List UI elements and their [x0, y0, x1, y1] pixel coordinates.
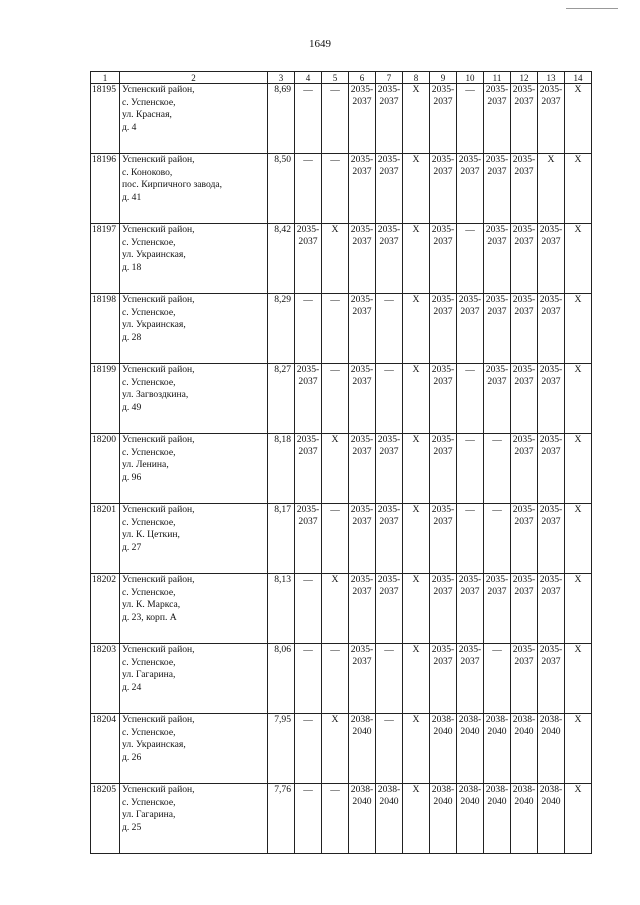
schedule-cell: — — [322, 644, 349, 714]
schedule-cell: 2038- 2040 — [430, 784, 457, 854]
address-line: Успенский район, — [122, 644, 195, 655]
row-number: 18199 — [91, 364, 120, 434]
schedule-cell: — — [295, 644, 322, 714]
schedule-cell: 2038- 2040 — [484, 784, 511, 854]
schedule-cell: 2035- 2037 — [511, 224, 538, 294]
schedule-cell: 2035- 2037 — [376, 434, 403, 504]
schedule-cell: 2035- 2037 — [538, 574, 565, 644]
schedule-cell: X — [565, 84, 592, 154]
schedule-cell: X — [403, 224, 430, 294]
schedule-cell: X — [403, 574, 430, 644]
address-line: д. 26 — [122, 751, 142, 763]
value-cell: 8,17 — [268, 504, 295, 574]
schedule-cell: 2035- 2037 — [349, 434, 376, 504]
column-header: 3 — [268, 72, 295, 84]
table-row — [91, 154, 592, 224]
schedule-cell: X — [565, 224, 592, 294]
schedule-cell: X — [565, 784, 592, 854]
address-line: с. Успенское, — [122, 376, 176, 388]
address-line: с. Успенское, — [122, 236, 176, 248]
row-number: 18200 — [91, 434, 120, 504]
address-line: д. 4 — [122, 121, 137, 133]
value-cell: 8,69 — [268, 84, 295, 154]
schedule-cell: X — [403, 294, 430, 364]
address-cell — [120, 84, 268, 154]
schedule-cell: X — [403, 714, 430, 784]
address-cell — [120, 784, 268, 854]
schedule-cell: — — [295, 784, 322, 854]
value-cell: 8,06 — [268, 644, 295, 714]
row-number: 18202 — [91, 574, 120, 644]
schedule-cell: — — [376, 644, 403, 714]
address-line: с. Успенское, — [122, 306, 176, 318]
address-line: Успенский район, — [122, 434, 195, 445]
schedule-cell: 2035- 2037 — [295, 224, 322, 294]
address-line: ул. К. Маркса, — [122, 599, 181, 610]
address-cell — [120, 224, 268, 294]
schedule-cell: 2035- 2037 — [349, 364, 376, 434]
address-line: с. Успенское, — [122, 726, 176, 738]
schedule-cell: X — [322, 714, 349, 784]
address-line: Успенский район, — [122, 784, 195, 795]
table-row — [91, 644, 592, 714]
schedule-cell: 2035- 2037 — [511, 154, 538, 224]
address-line: Успенский район, — [122, 364, 195, 375]
address-cell — [120, 364, 268, 434]
row-number: 18205 — [91, 784, 120, 854]
address-line: д. 41 — [122, 191, 142, 203]
schedule-cell: 2035- 2037 — [457, 574, 484, 644]
table-row — [91, 434, 592, 504]
schedule-cell: 2035- 2037 — [349, 504, 376, 574]
schedule-cell: 2035- 2037 — [484, 574, 511, 644]
row-number: 18204 — [91, 714, 120, 784]
schedule-cell: 2038- 2040 — [457, 784, 484, 854]
address-line: Успенский район, — [122, 504, 195, 515]
address-line: ул. Украинская, — [122, 739, 186, 750]
address-line: с. Успенское, — [122, 796, 176, 808]
address-line: Успенский район, — [122, 224, 195, 235]
column-header: 11 — [484, 72, 511, 84]
address-line: Успенский район, — [122, 154, 195, 165]
address-line: д. 27 — [122, 541, 142, 553]
schedule-cell: 2035- 2037 — [430, 154, 457, 224]
value-cell: 8,29 — [268, 294, 295, 364]
schedule-cell: X — [403, 434, 430, 504]
schedule-cell: 2035- 2037 — [511, 294, 538, 364]
schedule-cell: 2038- 2040 — [376, 784, 403, 854]
schedule-cell: — — [457, 434, 484, 504]
address-cell — [120, 154, 268, 224]
schedule-cell: 2038- 2040 — [538, 784, 565, 854]
schedule-cell: — — [295, 574, 322, 644]
schedule-cell: — — [376, 714, 403, 784]
row-number: 18196 — [91, 154, 120, 224]
address-line: с. Успенское, — [122, 96, 176, 108]
address-line: ул. К. Цеткин, — [122, 529, 180, 540]
schedule-cell: X — [403, 154, 430, 224]
schedule-cell: X — [538, 154, 565, 224]
schedule-cell: X — [322, 434, 349, 504]
schedule-cell: 2038- 2040 — [349, 784, 376, 854]
schedule-cell: 2038- 2040 — [430, 714, 457, 784]
row-number: 18198 — [91, 294, 120, 364]
address-line: с. Успенское, — [122, 446, 176, 458]
column-header: 13 — [538, 72, 565, 84]
schedule-cell: 2035- 2037 — [538, 294, 565, 364]
schedule-cell: 2035- 2037 — [538, 434, 565, 504]
schedule-cell: 2035- 2037 — [349, 294, 376, 364]
table-row — [91, 224, 592, 294]
schedule-cell: 2038- 2040 — [511, 784, 538, 854]
value-cell: 8,42 — [268, 224, 295, 294]
column-header: 12 — [511, 72, 538, 84]
value-cell: 7,76 — [268, 784, 295, 854]
schedule-cell: 2035- 2037 — [484, 84, 511, 154]
schedule-cell: 2035- 2037 — [430, 84, 457, 154]
column-header: 1 — [91, 72, 120, 84]
row-number: 18195 — [91, 84, 120, 154]
table-row — [91, 294, 592, 364]
address-line: ул. Загвоздкина, — [122, 389, 189, 400]
address-line: ул. Ленина, — [122, 459, 169, 470]
address-line: ул. Украинская, — [122, 249, 186, 260]
column-header: 10 — [457, 72, 484, 84]
address-line: ул. Красная, — [122, 109, 172, 120]
schedule-cell: 2035- 2037 — [349, 224, 376, 294]
address-line: д. 18 — [122, 261, 142, 273]
schedule-cell: 2035- 2037 — [430, 294, 457, 364]
schedule-cell: X — [403, 784, 430, 854]
schedule-cell: — — [322, 364, 349, 434]
schedule-cell: 2035- 2037 — [484, 364, 511, 434]
address-line: д. 49 — [122, 401, 142, 413]
schedule-cell: 2035- 2037 — [430, 434, 457, 504]
address-cell — [120, 434, 268, 504]
address-cell — [120, 574, 268, 644]
schedule-cell: — — [322, 504, 349, 574]
schedule-cell: — — [295, 714, 322, 784]
column-header: 2 — [120, 72, 268, 84]
schedule-cell: X — [565, 434, 592, 504]
schedule-cell: 2035- 2037 — [538, 224, 565, 294]
address-line: Успенский район, — [122, 714, 195, 725]
address-line: ул. Украинская, — [122, 319, 186, 330]
schedule-cell: 2035- 2037 — [349, 574, 376, 644]
schedule-cell: 2035- 2037 — [484, 224, 511, 294]
schedule-cell: — — [457, 364, 484, 434]
schedule-cell: — — [322, 154, 349, 224]
table-row — [91, 784, 592, 854]
column-header: 8 — [403, 72, 430, 84]
schedule-cell: 2035- 2037 — [457, 294, 484, 364]
schedule-cell: 2038- 2040 — [538, 714, 565, 784]
column-header: 6 — [349, 72, 376, 84]
schedule-cell: X — [565, 294, 592, 364]
schedule-cell: X — [565, 154, 592, 224]
table-row — [91, 574, 592, 644]
schedule-cell: — — [376, 294, 403, 364]
address-line: Успенский район, — [122, 574, 195, 585]
schedule-cell: 2035- 2037 — [376, 154, 403, 224]
column-header: 7 — [376, 72, 403, 84]
address-line: Успенский район, — [122, 294, 195, 305]
column-header: 9 — [430, 72, 457, 84]
table-row — [91, 504, 592, 574]
schedule-cell: 2035- 2037 — [430, 644, 457, 714]
address-line: с. Коноково, — [122, 166, 173, 178]
housing-schedule-table — [90, 71, 592, 854]
schedule-cell: — — [322, 84, 349, 154]
table-row — [91, 714, 592, 784]
address-line: с. Успенское, — [122, 586, 176, 598]
schedule-cell: 2035- 2037 — [376, 84, 403, 154]
schedule-cell: X — [403, 504, 430, 574]
row-number: 18203 — [91, 644, 120, 714]
schedule-cell: 2035- 2037 — [457, 154, 484, 224]
schedule-cell: X — [565, 644, 592, 714]
address-line: д. 23, корп. А — [122, 611, 177, 623]
address-line: ул. Гагарина, — [122, 809, 176, 820]
schedule-cell: 2035- 2037 — [376, 504, 403, 574]
schedule-cell: 2035- 2037 — [349, 154, 376, 224]
schedule-cell: 2035- 2037 — [295, 434, 322, 504]
schedule-cell: 2035- 2037 — [538, 84, 565, 154]
value-cell: 7,95 — [268, 714, 295, 784]
schedule-cell: X — [565, 714, 592, 784]
schedule-cell: 2035- 2037 — [295, 364, 322, 434]
schedule-cell: 2035- 2037 — [511, 364, 538, 434]
schedule-cell: 2035- 2037 — [511, 434, 538, 504]
value-cell: 8,27 — [268, 364, 295, 434]
schedule-cell: — — [295, 84, 322, 154]
table-row — [91, 364, 592, 434]
value-cell: 8,50 — [268, 154, 295, 224]
row-number: 18201 — [91, 504, 120, 574]
address-cell — [120, 504, 268, 574]
address-line: Успенский район, — [122, 84, 195, 95]
value-cell: 8,18 — [268, 434, 295, 504]
address-line: д. 25 — [122, 821, 142, 833]
schedule-cell: X — [403, 644, 430, 714]
schedule-cell: 2035- 2037 — [538, 504, 565, 574]
schedule-cell: — — [457, 224, 484, 294]
schedule-cell: X — [565, 574, 592, 644]
column-header: 5 — [322, 72, 349, 84]
schedule-cell: 2035- 2037 — [430, 364, 457, 434]
address-cell — [120, 294, 268, 364]
address-line: с. Успенское, — [122, 656, 176, 668]
schedule-cell: 2035- 2037 — [484, 154, 511, 224]
address-line: д. 28 — [122, 331, 142, 343]
schedule-cell: — — [322, 784, 349, 854]
table-row — [91, 84, 592, 154]
schedule-cell: — — [295, 294, 322, 364]
schedule-cell: — — [457, 84, 484, 154]
column-header: 4 — [295, 72, 322, 84]
address-line: с. Успенское, — [122, 516, 176, 528]
address-line: д. 24 — [122, 681, 142, 693]
schedule-cell: 2035- 2037 — [538, 644, 565, 714]
schedule-cell: 2035- 2037 — [484, 294, 511, 364]
schedule-cell: 2035- 2037 — [511, 644, 538, 714]
schedule-cell: X — [403, 84, 430, 154]
schedule-cell: 2035- 2037 — [538, 364, 565, 434]
schedule-cell: 2038- 2040 — [511, 714, 538, 784]
address-cell — [120, 644, 268, 714]
schedule-cell: 2035- 2037 — [511, 84, 538, 154]
schedule-cell: — — [376, 364, 403, 434]
address-cell — [120, 714, 268, 784]
address-line: ул. Гагарина, — [122, 669, 176, 680]
schedule-cell: — — [484, 644, 511, 714]
schedule-cell: X — [403, 364, 430, 434]
value-cell: 8,13 — [268, 574, 295, 644]
schedule-cell: — — [322, 294, 349, 364]
schedule-cell: 2038- 2040 — [484, 714, 511, 784]
schedule-cell: X — [565, 504, 592, 574]
column-header: 14 — [565, 72, 592, 84]
schedule-cell: — — [484, 504, 511, 574]
schedule-cell: — — [484, 434, 511, 504]
schedule-cell: 2035- 2037 — [376, 574, 403, 644]
schedule-cell: — — [295, 154, 322, 224]
address-line: д. 96 — [122, 471, 142, 483]
page-number: 1649 — [309, 38, 331, 50]
schedule-cell: X — [565, 364, 592, 434]
schedule-cell: 2035- 2037 — [430, 574, 457, 644]
schedule-cell: X — [322, 574, 349, 644]
address-line: пос. Кирпичного завода, — [122, 179, 223, 190]
scan-artifact-line — [566, 8, 618, 9]
header-row — [91, 72, 592, 84]
schedule-cell: 2035- 2037 — [349, 644, 376, 714]
row-number: 18197 — [91, 224, 120, 294]
schedule-cell: 2035- 2037 — [376, 224, 403, 294]
schedule-cell: X — [322, 224, 349, 294]
schedule-cell: 2035- 2037 — [511, 504, 538, 574]
schedule-cell: 2035- 2037 — [430, 504, 457, 574]
schedule-cell: 2035- 2037 — [511, 574, 538, 644]
schedule-cell: 2035- 2037 — [295, 504, 322, 574]
schedule-cell: — — [457, 504, 484, 574]
schedule-cell: 2035- 2037 — [457, 644, 484, 714]
schedule-cell: 2038- 2040 — [349, 714, 376, 784]
schedule-cell: 2035- 2037 — [430, 224, 457, 294]
schedule-cell: 2038- 2040 — [457, 714, 484, 784]
schedule-cell: 2035- 2037 — [349, 84, 376, 154]
